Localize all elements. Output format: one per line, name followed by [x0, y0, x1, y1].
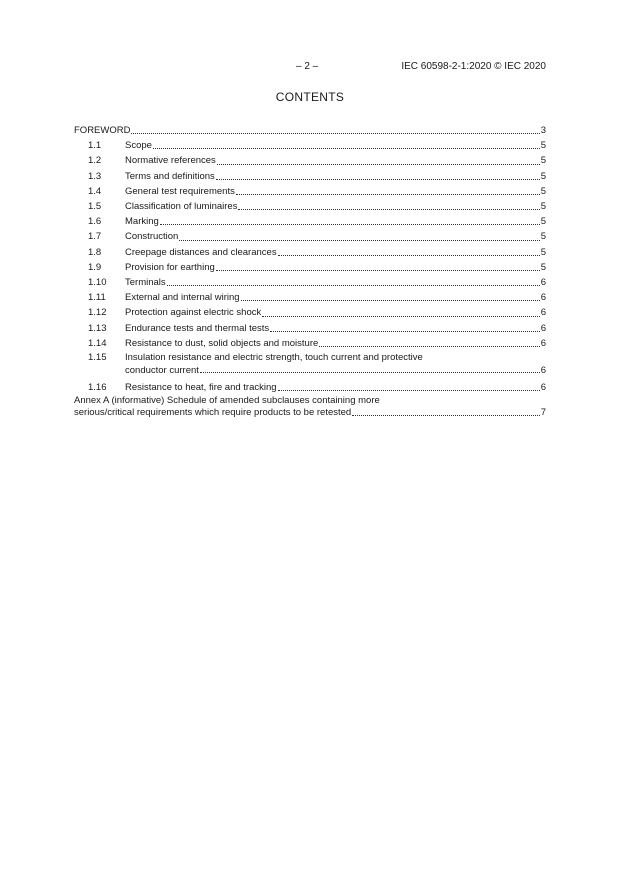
dot-leader	[278, 389, 540, 391]
dot-leader	[270, 330, 540, 332]
dot-leader	[352, 414, 539, 416]
toc-entry-title: Creepage distances and clearances	[125, 246, 277, 258]
toc-entry-page: 5	[540, 261, 546, 273]
toc-entry-title: Marking	[125, 216, 159, 228]
toc-entry-number: 1.6	[88, 216, 102, 228]
table-of-contents	[74, 123, 546, 420]
toc-entry-title: General test requirements	[125, 185, 235, 197]
toc-entry[interactable]	[74, 214, 546, 229]
toc-entry-page: 5	[540, 246, 546, 258]
toc-entry-page: 6	[540, 292, 546, 304]
toc-entry-number: 1.9	[88, 261, 102, 273]
dot-leader	[131, 132, 539, 134]
toc-entry-number: 1.14	[88, 337, 107, 349]
dot-leader	[238, 208, 539, 210]
toc-entry-title: Protection against electric shock	[125, 307, 262, 319]
toc-entry-page: 7	[540, 407, 546, 419]
toc-entry[interactable]	[74, 169, 546, 184]
toc-entry-title: Scope	[125, 140, 152, 152]
dot-leader	[262, 315, 539, 317]
dot-leader	[217, 163, 540, 165]
toc-entry-title: Provision for earthing	[125, 261, 215, 273]
toc-entry[interactable]	[74, 275, 546, 290]
dot-leader	[216, 269, 540, 271]
toc-entry-title: Resistance to heat, fire and tracking	[125, 381, 277, 393]
toc-entry-page: 6	[540, 277, 546, 289]
dot-leader	[160, 223, 540, 225]
dot-leader	[153, 147, 540, 149]
toc-entry-number: 1.7	[88, 231, 102, 243]
toc-entry-title-line2: conductor current	[125, 364, 199, 376]
toc-entry-number: 1.3	[88, 170, 102, 182]
toc-entry-number: 1.8	[88, 246, 102, 258]
document-reference: IEC 60598-2-1:2020 © IEC 2020	[401, 61, 546, 72]
toc-entry-page: 5	[540, 170, 546, 182]
toc-entry-title: External and internal wiring	[125, 292, 240, 304]
toc-entry-number: 1.15	[88, 352, 107, 364]
toc-entry-number: 1.1	[88, 140, 102, 152]
toc-entry-number: 1.13	[88, 322, 107, 334]
page-number: – 2 –	[296, 61, 319, 72]
toc-entry-number: 1.12	[88, 307, 107, 319]
toc-entry-foreword[interactable]	[74, 123, 546, 138]
page-header	[0, 60, 620, 74]
toc-entry-page: 5	[540, 155, 546, 167]
toc-entry[interactable]	[74, 321, 546, 336]
toc-entry[interactable]	[74, 336, 546, 351]
dot-leader	[241, 299, 540, 301]
toc-entry-number: 1.16	[88, 381, 107, 393]
dot-leader	[167, 284, 540, 286]
dot-leader	[236, 193, 540, 195]
dot-leader	[278, 254, 540, 256]
toc-entry-annex-a[interactable]	[74, 395, 546, 420]
toc-entry[interactable]	[74, 138, 546, 153]
dot-leader	[216, 178, 540, 180]
toc-entry-number: 1.11	[88, 292, 106, 304]
dot-leader	[200, 371, 540, 373]
toc-entry-page: 5	[540, 231, 546, 243]
toc-entry[interactable]	[74, 245, 546, 260]
toc-entry[interactable]	[74, 260, 546, 275]
toc-entry[interactable]	[74, 153, 546, 168]
toc-entry-title: Endurance tests and thermal tests	[125, 322, 270, 334]
toc-entry-1-16[interactable]	[74, 380, 546, 395]
toc-entry-page: 5	[540, 201, 546, 213]
toc-entry[interactable]	[74, 199, 546, 214]
toc-entry[interactable]	[74, 184, 546, 199]
toc-entry-page: 5	[540, 185, 546, 197]
toc-entry-page: 6	[540, 364, 546, 376]
toc-entry-page: 3	[540, 125, 546, 136]
toc-entry-page: 6	[540, 381, 546, 393]
toc-entry-title-line1: Annex A (informative) Schedule of amended subclauses containing more	[74, 394, 380, 406]
toc-entry-title-line1: Insulation resistance and electric strength, touch current and protective	[125, 352, 423, 364]
toc-entry-page: 5	[540, 140, 546, 152]
toc-entry-number: 1.10	[88, 277, 107, 289]
toc-entry-title: Normative references	[125, 155, 216, 167]
toc-entry-number: 1.4	[88, 185, 102, 197]
toc-entry-number: 1.5	[88, 201, 102, 213]
toc-entry-page: 5	[540, 216, 546, 228]
dot-leader	[179, 239, 539, 241]
toc-entry-1-15[interactable]	[74, 352, 546, 380]
toc-entry-title: Resistance to dust, solid objects and moisture	[125, 337, 319, 349]
toc-entry-title-line2: serious/critical requirements which require products to be retested	[74, 407, 352, 419]
toc-entry-page: 6	[540, 322, 546, 334]
toc-entry-title: FOREWORD	[74, 125, 131, 136]
toc-entry-page: 6	[540, 307, 546, 319]
toc-entry-title: Construction	[125, 231, 179, 243]
toc-entry[interactable]	[74, 229, 546, 244]
toc-entry-number: 1.2	[88, 155, 102, 167]
toc-entry-title: Classification of luminaires	[125, 201, 238, 213]
toc-entry[interactable]	[74, 290, 546, 305]
toc-entry-title: Terms and definitions	[125, 170, 215, 182]
toc-entry-page: 6	[540, 337, 546, 349]
toc-entry-title: Terminals	[125, 277, 166, 289]
page-title: CONTENTS	[275, 90, 345, 104]
toc-entry[interactable]	[74, 305, 546, 320]
dot-leader	[319, 345, 539, 347]
